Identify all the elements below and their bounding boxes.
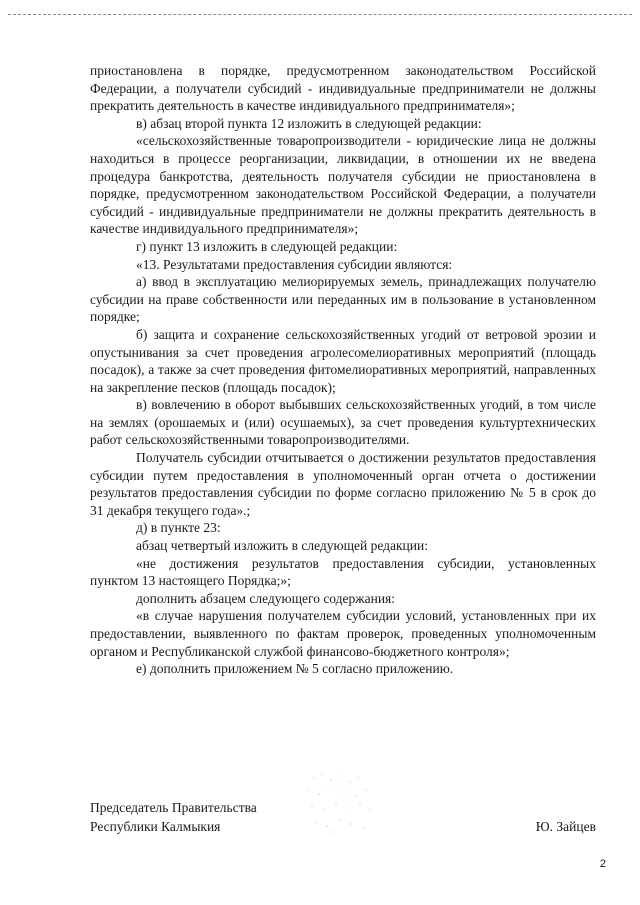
paragraph-add-abzac: дополнить абзацем следующего содержания: bbox=[136, 590, 396, 606]
paragraph-item-g: г) пункт 13 изложить в следующей редакции: bbox=[136, 238, 398, 254]
paragraph-result-v: в) вовлечению в оборот выбывших сельскохозяйственных угодий, в том числе на землях (орошаемых и (или) осушаемых), за счет проведения культуртехнических работ сельскохозяйственными товаропроизводителями. bbox=[90, 397, 596, 448]
paragraph-item-e: е) дополнить приложением № 5 согласно приложению. bbox=[136, 661, 454, 677]
paragraph-result-a: а) ввод в эксплуатацию мелиорируемых земель, принадлежащих получателю субсидии на праве собственности или переданных им в пользование в установленном порядке; bbox=[90, 274, 596, 325]
signatory-name: Ю. Зайцев bbox=[535, 819, 596, 834]
paragraph-continuation: приостановлена в порядке, предусмотренном законодательством Российской Федерации, а получатели субсидий - индивидуальные предприниматели не должны прекратить деятельность в качестве индивидуального предпринимателя»; bbox=[90, 63, 596, 114]
document-body bbox=[90, 62, 596, 678]
paragraph-quote-requirements: «сельскохозяйственные товаропроизводители - юридические лица не должны находиться в процессе реорганизации, ликвидации, в отношении их не введена процедура банкротства, деятельность получателя субсидии не приостановлена в порядке, предусмотренном законодательством Российской Федерации, а получатели субсидий - индивидуальные предприниматели не должны прекратить деятельность в качестве индивидуального предпринимателя»; bbox=[90, 133, 596, 237]
page-number: 2 bbox=[599, 858, 606, 870]
signature-block bbox=[90, 798, 596, 836]
paragraph-item-v: в) абзац второй пункта 12 изложить в следующей редакции: bbox=[136, 115, 482, 131]
signatory-title-line2: Республики Калмыкия bbox=[90, 819, 221, 834]
paragraph-point-13: «13. Результатами предоставления субсидии являются: bbox=[136, 256, 453, 272]
signatory-title-line1: Председатель Правительства bbox=[90, 800, 257, 815]
paragraph-quote-violation: «в случае нарушения получателем субсидии условий, установленных при их предоставлении, выявленного по фактам проверок, проведенных уполномоченным органом и Республиканской службой финансово-бюджетного контроля»; bbox=[90, 608, 596, 659]
scan-top-edge bbox=[8, 14, 632, 15]
paragraph-quote-not-achieved: «не достижения результатов предоставления субсидии, установленных пунктом 13 настоящего Порядка;»; bbox=[90, 555, 596, 589]
paragraph-fourth-abzac: абзац четвертый изложить в следующей редакции: bbox=[136, 538, 428, 554]
paragraph-result-b: б) защита и сохранение сельскохозяйственных угодий от ветровой эрозии и опустынивания за счет проведения агролесомелиоративных мероприятий (площадь посадок), а также за счет проведения фитомелиоративных мероприятий, направленных на закрепление песков (площадь посадок); bbox=[90, 326, 596, 395]
paragraph-item-d: д) в пункте 23: bbox=[136, 520, 221, 536]
paragraph-reporting: Получатель субсидии отчитывается о достижении результатов предоставления субсидии путем предоставления в уполномоченный орган отчета о достижении результатов предоставления субсидии по форме согласно приложению № 5 в срок до 31 декабря текущего года».; bbox=[90, 450, 596, 518]
